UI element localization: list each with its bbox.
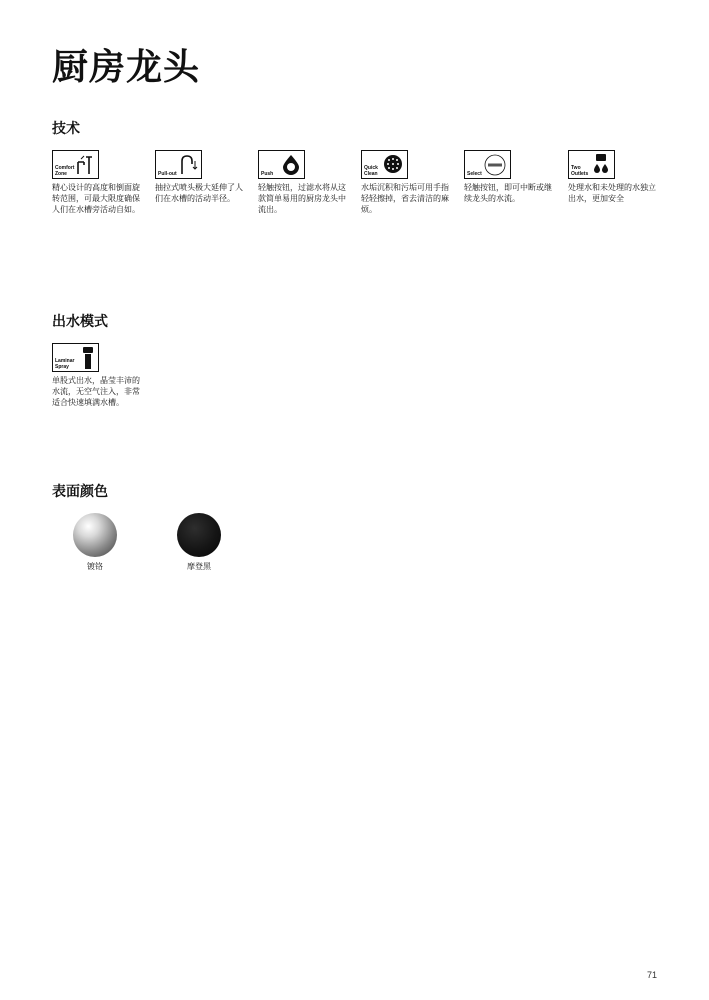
feature-badge: [155, 150, 202, 179]
feature-badge: [258, 150, 305, 179]
feature-laminar-spray: [52, 343, 146, 408]
section-heading-finishes: 表面颜色: [52, 484, 108, 500]
feature-description: 单股式出水，晶莹丰沛的水流，无空气注入，非常适合快速填满水槽。: [52, 376, 140, 407]
feature-quick-clean: [361, 150, 455, 215]
swatch-circle: [73, 513, 117, 557]
finish-swatch-black: [154, 513, 244, 572]
feature-description: 抽拉式喷头极大延伸了人们在水槽的活动半径。: [155, 183, 243, 203]
feature-badge: [361, 150, 408, 179]
feature-badge: [568, 150, 615, 179]
page-number: 71: [647, 970, 658, 980]
feature-description: 水垢沉积和污垢可用手指轻轻擦掉，省去清洁的麻烦。: [361, 183, 449, 214]
quick-clean-icon: [382, 153, 404, 175]
page-title: 厨房龙头: [52, 47, 201, 88]
feature-badge: [464, 150, 511, 179]
laminar-spray-icon: [81, 346, 95, 370]
push-icon: [281, 153, 301, 175]
swatch-circle: [177, 513, 221, 557]
feature-badge: [52, 150, 99, 179]
feature-description: 轻触按钮，即可中断或继续龙头的水流。: [464, 183, 552, 203]
feature-badge: [52, 343, 99, 372]
feature-description: 轻触按钮，过滤水将从这款简单易用的厨房龙头中流出。: [258, 183, 346, 214]
feature-select: [464, 150, 558, 204]
section-heading-spray-modes: 出水模式: [52, 314, 108, 330]
feature-badge-label: Select: [467, 171, 482, 177]
feature-badge-label: Comfort Zone: [55, 165, 75, 177]
pull-out-icon: [178, 153, 198, 175]
feature-badge-label: Laminar Spray: [55, 358, 75, 370]
feature-description: 精心设计的高度和倒面旋转范围，可最大限度确保人们在水槽旁活动自如。: [52, 183, 140, 214]
section-heading-technology: 技术: [52, 121, 80, 137]
comfort-zone-icon: [75, 153, 95, 175]
feature-badge-label: Pull-out: [158, 171, 177, 177]
feature-pull-out: [155, 150, 249, 204]
feature-badge-label: Two Outlets: [571, 165, 589, 177]
feature-badge-label: Push: [261, 171, 274, 177]
finish-swatch-chrome: [50, 513, 140, 572]
swatch-label: 摩登黑: [187, 562, 211, 571]
two-outlets-icon: [591, 153, 611, 175]
feature-badge-label: Quick Clean: [364, 165, 378, 177]
feature-description: 处理水和未处理的水独立出水，更加安全: [568, 183, 656, 203]
select-icon: [483, 153, 507, 177]
feature-push: [258, 150, 352, 215]
swatch-label: 镀铬: [87, 562, 103, 571]
feature-two-outlets: [568, 150, 662, 204]
feature-comfort-zone: [52, 150, 146, 215]
